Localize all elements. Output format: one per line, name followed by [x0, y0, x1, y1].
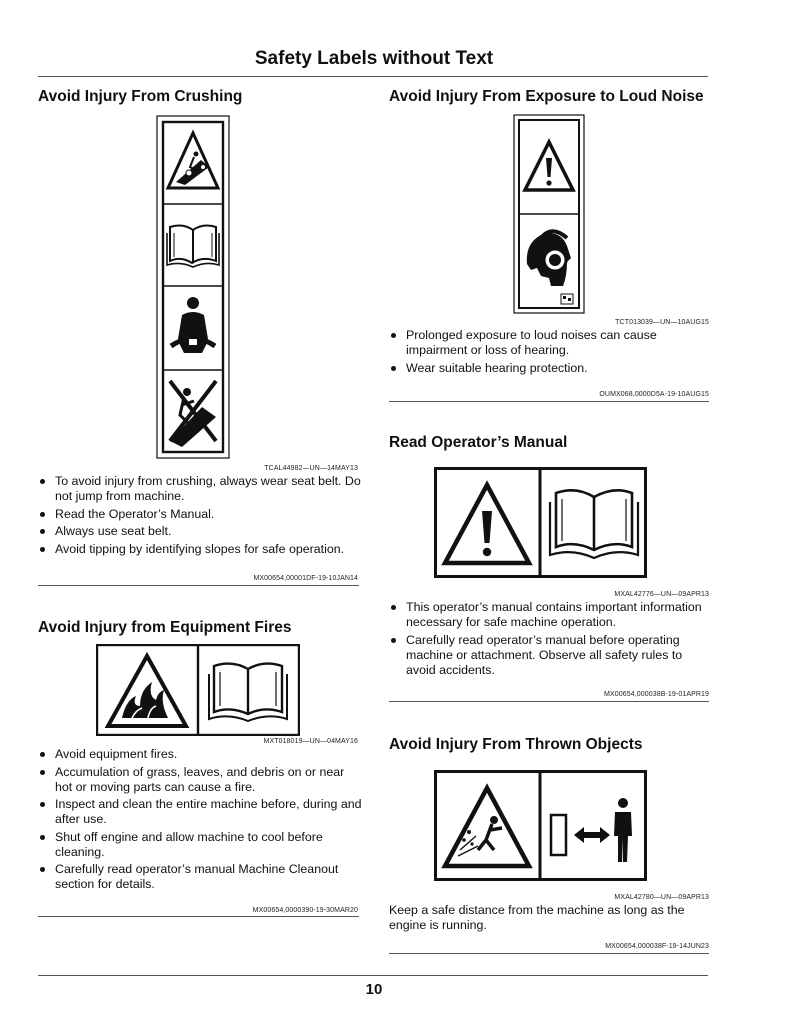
manual-safety-decal	[434, 467, 647, 578]
thrown-paragraph: Keep a safe distance from the machine as long as the engine is running.	[389, 903, 685, 932]
thrown-safety-decal	[434, 770, 647, 881]
crushing-bullet-list	[38, 474, 362, 559]
fires-doc-ref: MX00654,0000390-19-30MAR20	[252, 907, 358, 914]
noise-heading: Avoid Injury From Exposure to Loud Noise	[389, 88, 704, 105]
noise-bullet-list	[389, 328, 713, 378]
list-item: To avoid injury from crushing, always wear seat belt. Do not jump from machine.	[38, 474, 362, 504]
fires-image-ref: MXT018019—UN—04MAY16	[263, 738, 358, 745]
list-item: Inspect and clean the entire machine before, during and after use.	[38, 797, 362, 827]
list-item: Carefully read operator’s manual before operating machine or attachment. Observe all safety rules to avoid accidents.	[389, 633, 713, 678]
fires-rule	[38, 916, 359, 917]
manual-bullet-list	[389, 600, 713, 680]
footer-rule	[38, 975, 708, 976]
noise-doc-ref: OUMX068,0000D5A-19-10AUG15	[599, 391, 709, 398]
thrown-rule	[389, 953, 709, 954]
list-item: Wear suitable hearing protection.	[389, 361, 713, 376]
list-item: Carefully read operator’s manual Machine Cleanout section for details.	[38, 862, 362, 892]
thrown-heading: Avoid Injury From Thrown Objects	[389, 736, 643, 753]
list-item: This operator’s manual contains important information necessary for safe machine operation.	[389, 600, 713, 630]
thrown-image-ref: MXAL42780—UN—09APR13	[614, 894, 709, 901]
noise-safety-decal	[513, 114, 585, 314]
page-title: Safety Labels without Text	[254, 48, 494, 69]
list-item: Read the Operator’s Manual.	[38, 507, 362, 522]
list-item: Accumulation of grass, leaves, and debris on or near hot or moving parts can cause a fire.	[38, 765, 362, 795]
list-item: Always use seat belt.	[38, 524, 362, 539]
list-item: Avoid equipment fires.	[38, 747, 362, 762]
fires-bullet-list	[38, 747, 362, 895]
crushing-doc-ref: MX00654,00001DF-19-10JAN14	[253, 575, 358, 582]
list-item: Avoid tipping by identifying slopes for safe operation.	[38, 542, 362, 557]
crushing-heading: Avoid Injury From Crushing	[38, 88, 243, 105]
fires-safety-decal	[96, 644, 300, 736]
manual-doc-ref: MX00654,000038B-19-01APR19	[604, 691, 709, 698]
list-item: Prolonged exposure to loud noises can cause impairment or loss of hearing.	[389, 328, 713, 358]
crushing-safety-decal	[156, 115, 230, 459]
crushing-rule	[38, 585, 359, 586]
manual-image-ref: MXAL42776—UN—09APR13	[614, 591, 709, 598]
fires-heading: Avoid Injury from Equipment Fires	[38, 619, 292, 636]
manual-rule	[389, 701, 709, 702]
thrown-doc-ref: MX00654,000038F-19-14JUN23	[605, 943, 709, 950]
title-rule	[38, 76, 708, 77]
crushing-image-ref: TCAL44982—UN—14MAY13	[264, 465, 358, 472]
noise-image-ref: TCT013039—UN—10AUG15	[615, 319, 709, 326]
noise-rule	[389, 401, 709, 402]
list-item: Shut off engine and allow machine to cool before cleaning.	[38, 830, 362, 860]
page-number: 10	[365, 981, 383, 998]
manual-heading: Read Operator’s Manual	[389, 434, 568, 451]
